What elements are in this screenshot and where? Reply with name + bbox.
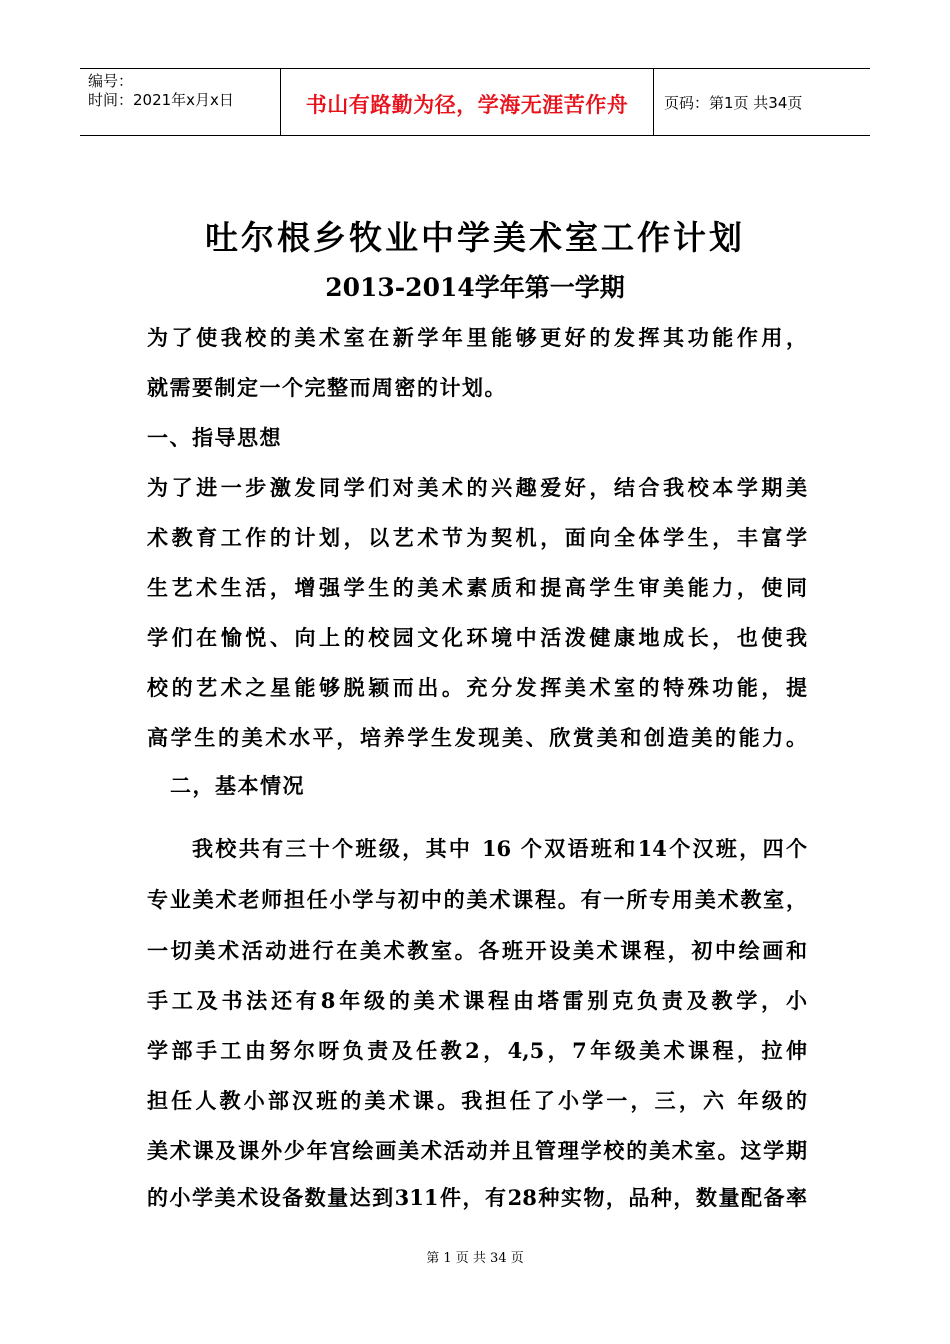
body-line: 学们在愉悦、向上的校园文化环境中活泼健康地成长，也使我 xyxy=(147,625,807,650)
body-line: 为了进一步激发同学们对美术的兴趣爱好，结合我校本学期美 xyxy=(147,475,807,500)
document-header xyxy=(80,68,870,136)
section-heading: 一、指导思想 xyxy=(147,425,282,450)
body-line: 生艺术生活，增强学生的美术素质和提高学生审美能力，使同 xyxy=(147,575,807,600)
date-label: 时间：2021年x月x日 xyxy=(88,91,234,109)
body-line: 为了使我校的美术室在新学年里能够更好的发挥其功能作用， xyxy=(147,325,807,350)
body-line: 美术课及课外少年宫绘画美术活动并且管理学校的美术室。这学期 xyxy=(147,1138,807,1163)
body-line: 我校共有三十个班级，其中 16 个双语班和14个汉班，四个 xyxy=(192,836,807,861)
body-line: 学部手工由努尔呀负责及任教2，4,5，7年级美术课程，拉伸 xyxy=(147,1038,807,1063)
body-line: 术教育工作的计划，以艺术节为契机，面向全体学生，丰富学 xyxy=(147,525,807,550)
body-line: 校的艺术之星能够脱颖而出。充分发挥美术室的特殊功能，提 xyxy=(147,675,807,700)
body-line: 手工及书法还有8年级的美术课程由塔雷别克负责及教学，小 xyxy=(147,988,807,1013)
header-motto-cell xyxy=(281,69,654,135)
body-line: 就需要制定一个完整而周密的计划。 xyxy=(147,375,507,400)
body-line: 专业美术老师担任小学与初中的美术课程。有一所专用美术教室， xyxy=(147,887,807,912)
header-meta-cell xyxy=(80,69,281,135)
page-footer: 第 1 页 共 34 页 xyxy=(426,1251,524,1266)
document-title: 吐尔根乡牧业中学美术室工作计划 xyxy=(205,218,745,257)
motto-text: 书山有路勤为径，学海无涯苦作舟 xyxy=(305,93,629,117)
section-heading: 二，基本情况 xyxy=(170,773,305,798)
page-info-text: 页码：第1页 共34页 xyxy=(664,93,803,112)
body-line: 担任人教小部汉班的美术课。我担任了小学一，三，六 年级的 xyxy=(147,1088,807,1113)
body-line: 一切美术活动进行在美术教室。各班开设美术课程，初中绘画和 xyxy=(147,938,807,963)
header-page-cell xyxy=(654,69,870,135)
body-line: 高学生的美术水平，培养学生发现美、欣赏美和创造美的能力。 xyxy=(147,725,807,750)
serial-number-label: 编号： xyxy=(88,72,134,90)
document-subtitle: 2013-2014学年第一学期 xyxy=(325,273,625,302)
body-line: 的小学美术设备数量达到311件，有28种实物，品种，数量配备率 xyxy=(147,1185,807,1210)
